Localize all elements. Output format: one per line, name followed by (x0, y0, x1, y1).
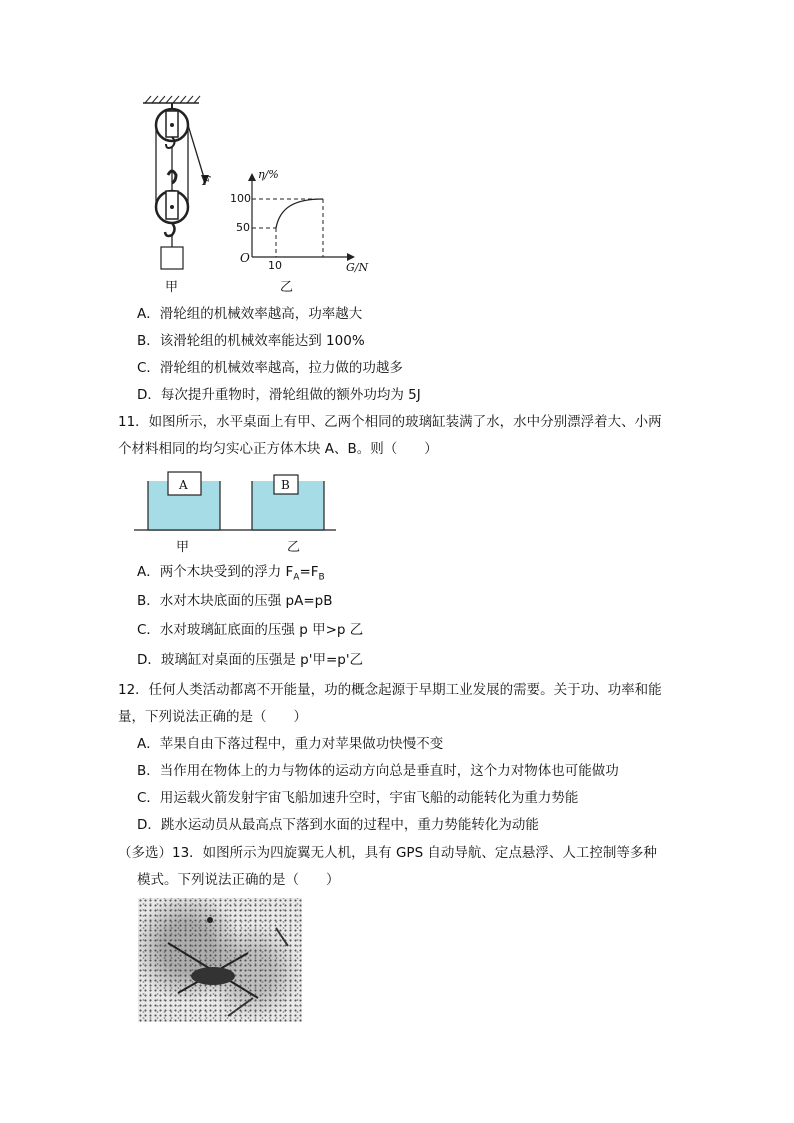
drone-photo (138, 898, 302, 1022)
y-tick-100: 100 (230, 192, 251, 205)
tanks-figure (130, 468, 350, 538)
q11-stem-line1: 11．如图所示，水平桌面上有甲、乙两个相同的玻璃缸装满了水，水中分别漂浮着大、小两 (118, 414, 662, 430)
force-label: F (202, 174, 211, 188)
x-axis-label: G/N (346, 261, 369, 274)
q10-option-c: C．滑轮组的机械效率越高，拉力做的功越多 (137, 360, 403, 376)
q11-option-d: D．玻璃缸对桌面的压强是 p'甲=p'乙 (137, 652, 364, 668)
q13-stem-line2: 模式。下列说法正确的是（ ） (137, 872, 340, 888)
q11-option-c: C．水对玻璃缸底面的压强 p 甲>p 乙 (137, 622, 364, 638)
q12-option-c: C．用运载火箭发射宇宙飞船加速升空时，宇宙飞船的动能转化为重力势能 (137, 790, 579, 806)
caption-jia: 甲 (165, 280, 179, 295)
tank-caption-jia: 甲 (176, 540, 190, 555)
efficiency-curve (276, 199, 323, 228)
q11-option-a: A．两个木块受到的浮力 $F_A=F_B$ (137, 564, 325, 583)
q11-stem-line2: 个材料相同的均匀实心正方体木块 A、B。则（ ） (118, 441, 438, 457)
q10-option-a: A．滑轮组的机械效率越高，功率越大 (137, 306, 363, 322)
x-tick-10: 10 (268, 259, 282, 272)
q12-option-b: B．当作用在物体上的力与物体的运动方向总是垂直时，这个力对物体也可能做功 (137, 763, 619, 779)
q12-stem-line1: 12．任何人类活动都离不开能量，功的概念起源于早期工业发展的需要。关于功、功率和能 (118, 682, 662, 698)
origin-label: O (240, 251, 250, 265)
q12-stem-line2: 量，下列说法正确的是（ ） (118, 709, 307, 725)
y-tick-50: 50 (236, 221, 250, 234)
q13-stem-line1: （多选）13．如图所示为四旋翼无人机，具有 GPS 自动导航、定点悬浮、人工控制等多种 (118, 845, 657, 861)
y-axis-label: η/% (258, 168, 279, 181)
q10-option-d: D．每次提升重物时，滑轮组做的额外功均为 5J (137, 387, 421, 403)
q12-option-d: D．跳水运动员从最高点下落到水面的过程中，重力势能转化为动能 (137, 817, 539, 833)
caption-yi: 乙 (280, 280, 294, 295)
block-a-label: A (179, 478, 188, 492)
tank-caption-yi: 乙 (287, 540, 301, 555)
block-b-label: B (281, 478, 290, 492)
q10-option-b: B．该滑轮组的机械效率能达到 100% (137, 333, 365, 349)
q12-option-a: A．苹果自由下落过程中，重力对苹果做功快慢不变 (137, 736, 444, 752)
q11-option-b: B．水对木块底面的压强 pA=pB (137, 593, 333, 609)
